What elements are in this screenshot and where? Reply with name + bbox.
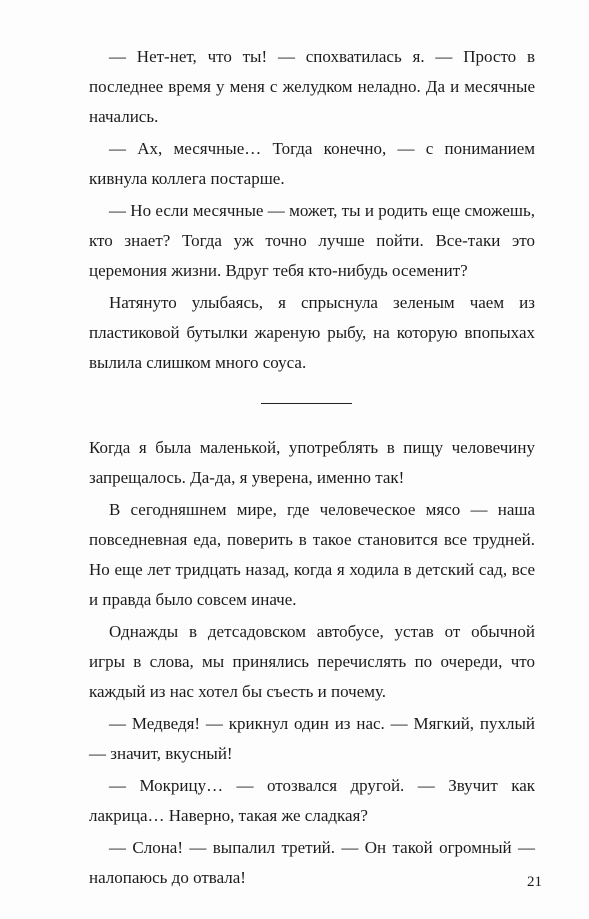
paragraph: Натянуто улыбаясь, я спрыснула зеленым чаем из пластиковой бутылки жареную рыбу, на которую впопыхах вылила слишком много соуса. (89, 293, 535, 372)
section-separator (261, 403, 352, 404)
paragraph: В сегодняшнем мире, где человеческое мясо — наша повседневная еда, поверить в такое становится все трудней. Но еще лет тридцать назад, когда я ходила в детский сад, все и правда было совсем иначе. (89, 500, 535, 609)
text-section-bottom (89, 433, 535, 895)
paragraph: — Нет-нет, что ты! — спохватилась я. — Просто в последнее время у меня с желудком неладно. Да и месячные начались. (89, 47, 535, 126)
paragraph: — Мокрицу… — отозвался другой. — Звучит как лакрица… Наверно, такая же сладкая? (89, 776, 535, 825)
paragraph: Когда я была маленькой, употреблять в пищу человечину запрещалось. Да-да, я уверена, именно так! (89, 438, 535, 487)
paragraph: — Ах, месячные… Тогда конечно, — с пониманием кивнула коллега постарше. (89, 139, 535, 188)
paragraph: — Медведя! — крикнул один из нас. — Мягкий, пухлый — значит, вкусный! (89, 714, 535, 763)
page-number: 21 (527, 874, 542, 890)
paragraph: — Слона! — выпалил третий. — Он такой огромный — налопаюсь до отвала! (89, 838, 535, 887)
paragraph: — Но если месячные — может, ты и родить еще сможешь, кто знает? Тогда уж точно лучше пойти. Все-таки это церемония жизни. Вдруг тебя кто-нибудь осеменит? (89, 201, 535, 280)
text-section-top (89, 42, 535, 380)
paragraph: Однажды в детсадовском автобусе, устав от обычной игры в слова, мы принялись перечислять по очереди, что каждый из нас хотел бы съесть и почему. (89, 622, 535, 701)
